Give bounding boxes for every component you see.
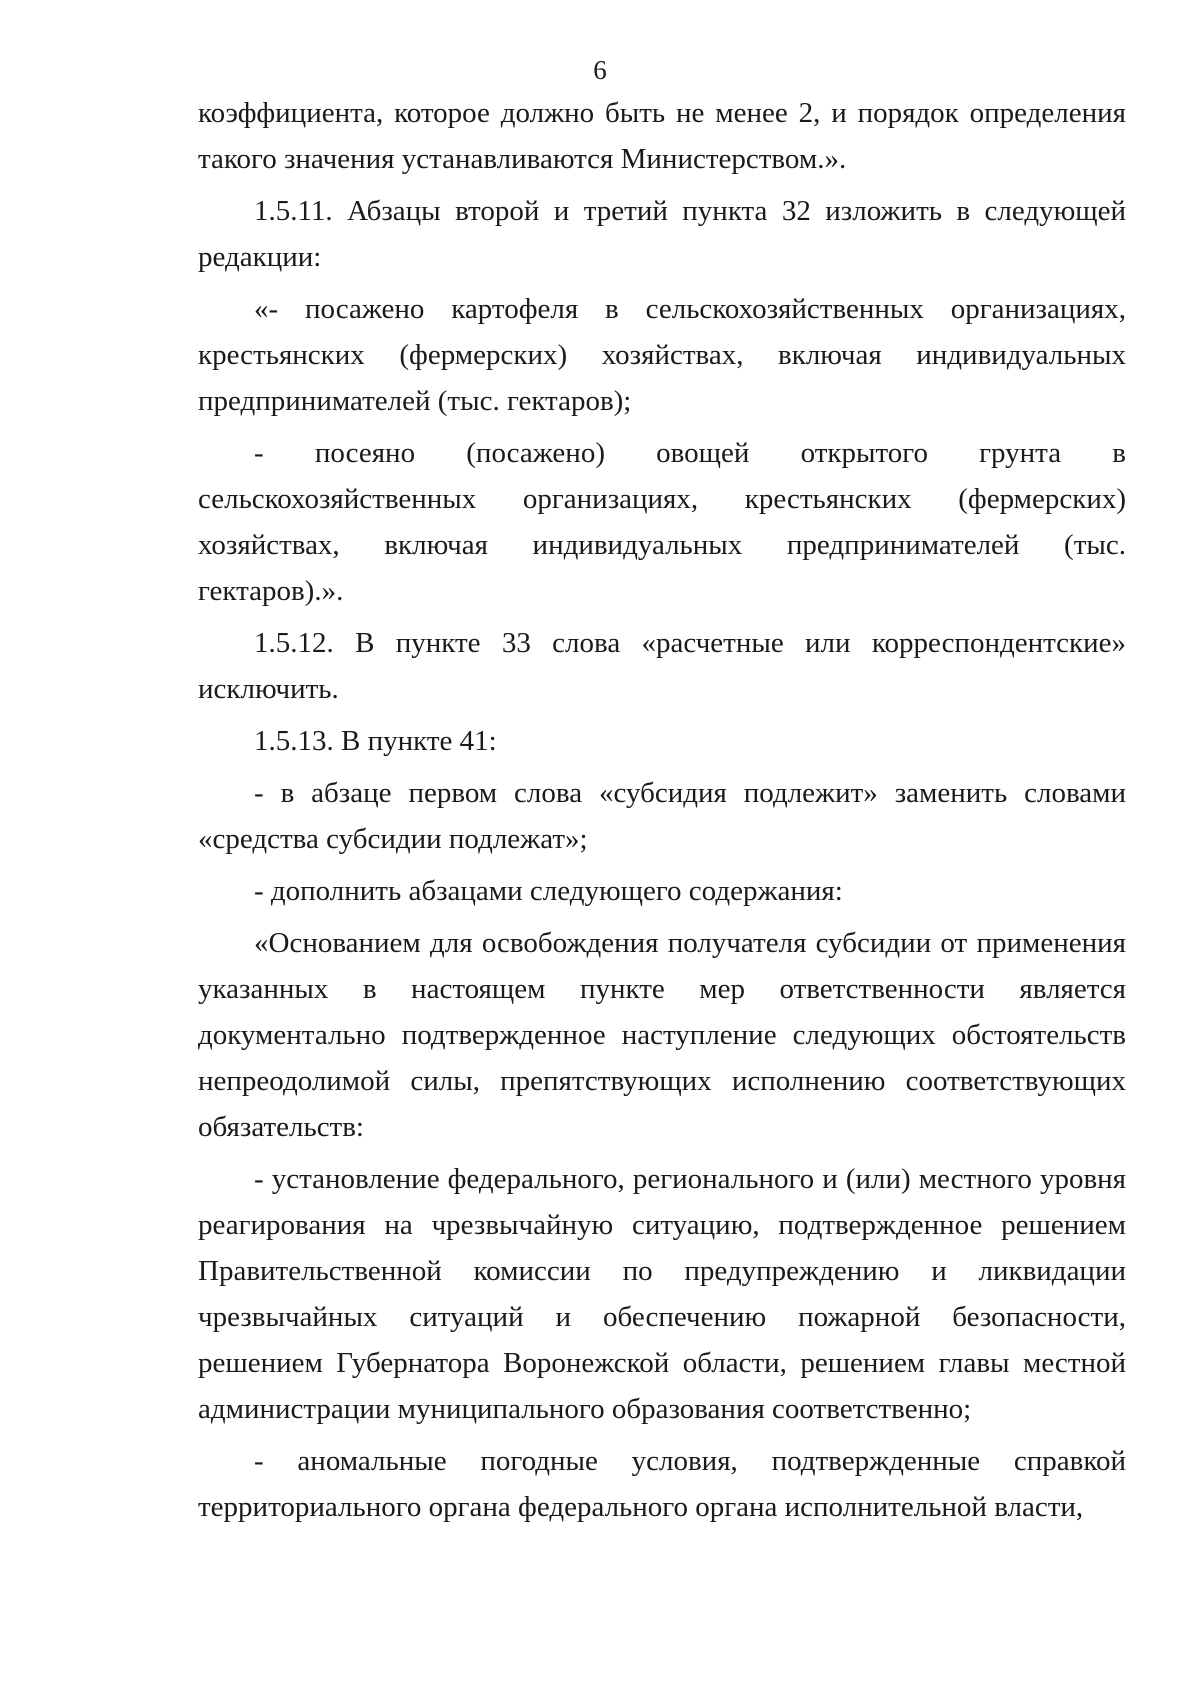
paragraph-quote-potato: «- посажено картофеля в сельскохозяйственных организациях, крестьянских (фермерских) хозяйствах, включая индивидуальных предпринимателей (тыс. гектаров); [198, 293, 1126, 417]
paragraph-continuation: коэффициента, которое должно быть не менее 2, и порядок определения такого значения устанавливаются Министерством.». [198, 97, 1126, 175]
document-body [198, 90, 1126, 1532]
paragraph-add-paragraphs: - дополнить абзацами следующего содержания: [254, 875, 843, 907]
paragraph-item-1-5-11: 1.5.11. Абзацы второй и третий пункта 32 изложить в следующей редакции: [198, 195, 1126, 273]
paragraph-item-1-5-13: 1.5.13. В пункте 41: [254, 725, 497, 757]
paragraph-emergency-level: - установление федерального, регионального и (или) местного уровня реагирования на чрезвычайную ситуацию, подтвержденное решением Правительственной комиссии по предупреждению и ликвидации чрезвычайных ситуаций и обеспечению пожарной безопасности, решением Губернатора Воронежской области, решением главы местной администрации муниципального образования соответственно; [198, 1163, 1126, 1425]
paragraph-quote-vegetables: - посеяно (посажено) овощей открытого грунта в сельскохозяйственных организациях, крестьянских (фермерских) хозяйствах, включая индивидуальных предпринимателей (тыс. гектаров).». [198, 437, 1126, 607]
paragraph-replace-words: - в абзаце первом слова «субсидия подлежит» заменить словами «средства субсидии подлежат»; [198, 777, 1126, 855]
page-number: 6 [593, 55, 607, 85]
paragraph-force-majeure: «Основанием для освобождения получателя субсидии от применения указанных в настоящем пункте мер ответственности является документально подтвержденное наступление следующих обстоятельств непреодолимой силы, препятствующих исполнению соответствующих обязательств: [198, 927, 1126, 1143]
paragraph-item-1-5-12: 1.5.12. В пункте 33 слова «расчетные или корреспондентские» исключить. [198, 627, 1126, 705]
paragraph-weather-conditions: - аномальные погодные условия, подтвержденные справкой территориального органа федерального органа исполнительной власти, [198, 1445, 1126, 1523]
